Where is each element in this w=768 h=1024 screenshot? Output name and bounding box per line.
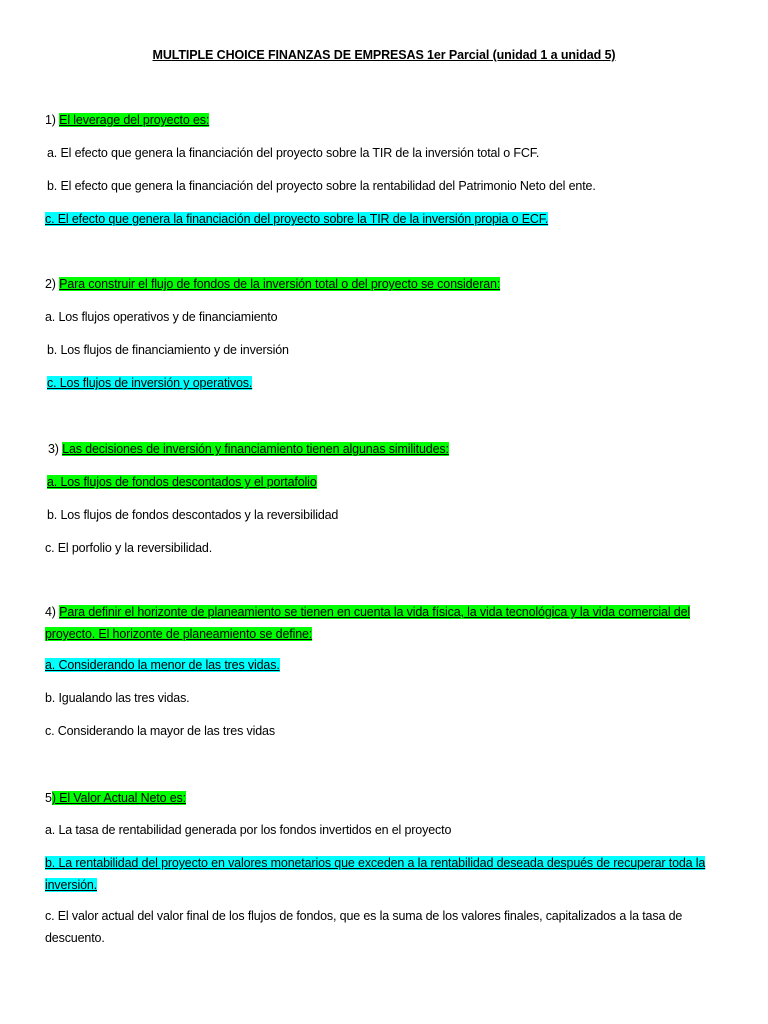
- question-5-option-a: a. La tasa de rentabilidad generada por los fondos invertidos en el proyecto: [45, 823, 452, 837]
- question-stem: Para definir el horizonte de planeamiento se tienen en cuenta la vida física, la vida tecnológica y la vida comercial del proyecto. El horizonte de planeamiento se define:: [45, 605, 690, 641]
- question-number: 3): [48, 442, 59, 456]
- question-5-option-c: c. El valor actual del valor final de los flujos de fondos, que es la suma de los valores finales, capitalizados a la tasa de descuento.: [45, 909, 683, 945]
- question-5-option-b-correct: [45, 852, 725, 896]
- question-1-option-c-correct: [45, 212, 548, 226]
- question-4-option-c: c. Considerando la mayor de las tres vidas: [45, 724, 275, 738]
- question-3-option-b: b. Los flujos de fondos descontados y la reversibilidad: [47, 508, 339, 522]
- question-1-option-a: a. El efecto que genera la financiación del proyecto sobre la TIR de la inversión total o FCF.: [47, 146, 540, 160]
- question-stem: Para construir el flujo de fondos de la inversión total o del proyecto se consideran:: [59, 277, 501, 291]
- document-title: MULTIPLE CHOICE FINANZAS DE EMPRESAS 1er Parcial (unidad 1 a unidad 5): [152, 48, 616, 62]
- correct-answer: b. La rentabilidad del proyecto en valores monetarios que exceden a la rentabilidad deseada después de recuperar toda la inversión.: [45, 856, 706, 892]
- question-2-stem-line: [45, 277, 500, 291]
- correct-answer: a. Considerando la menor de las tres vidas.: [45, 658, 280, 672]
- question-number: 2): [45, 277, 56, 291]
- question-4-stem-line: [45, 601, 725, 645]
- question-2-option-a: a. Los flujos operativos y de financiamiento: [45, 310, 278, 324]
- correct-answer: c. El efecto que genera la financiación del proyecto sobre la TIR de la inversión propia o ECF.: [45, 212, 549, 226]
- correct-answer: c. Los flujos de inversión y operativos.: [47, 376, 253, 390]
- question-1-stem-line: [45, 113, 209, 127]
- question-3-stem-line: [48, 442, 449, 456]
- question-4-option-b: b. Igualando las tres vidas.: [45, 691, 190, 705]
- question-number: 1): [45, 113, 56, 127]
- question-4-option-a-correct: [45, 658, 280, 672]
- question-3-option-a-correct: [47, 475, 317, 489]
- question-stem: ) El Valor Actual Neto es:: [51, 791, 186, 805]
- question-number: 5: [45, 791, 52, 805]
- question-2-option-c-correct: [47, 376, 252, 390]
- question-number: 4): [45, 605, 56, 619]
- question-5-stem-line: [45, 791, 186, 805]
- question-3-option-c: c. El porfolio y la reversibilidad.: [45, 541, 213, 555]
- question-1-option-b: b. El efecto que genera la financiación del proyecto sobre la rentabilidad del Patrimonio Neto del ente.: [47, 179, 596, 193]
- question-2-option-b: b. Los flujos de financiamiento y de inversión: [47, 343, 289, 357]
- correct-answer: a. Los flujos de fondos descontados y el portafolio: [47, 475, 317, 489]
- question-stem: El leverage del proyecto es:: [59, 113, 210, 127]
- question-stem: Las decisiones de inversión y financiamiento tienen algunas similitudes:: [62, 442, 449, 456]
